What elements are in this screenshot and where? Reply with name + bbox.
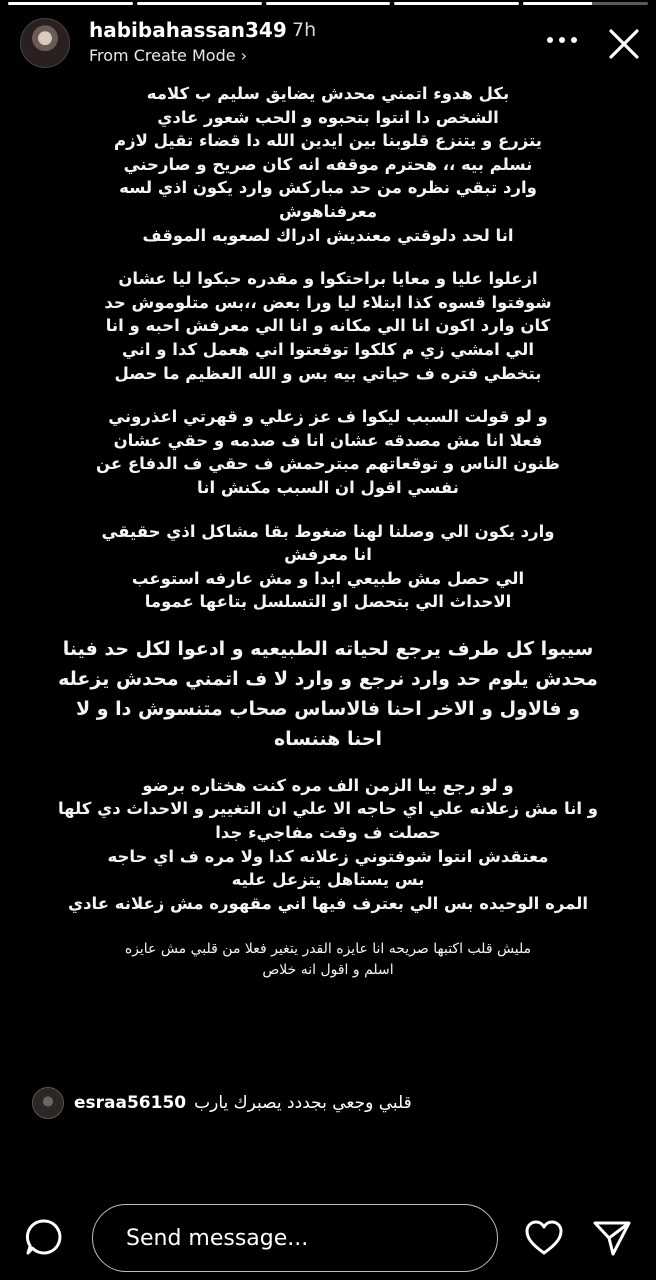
story-line: ظنون الناس و توقعاتهم مبترحمش ف حقي ف الدفاع عن: [96, 454, 560, 474]
story-line: و لو قولت السبب ليكوا ف عز زعلي و قهرتي اعذروني: [108, 407, 548, 427]
story-line: الاحداث الي بتحصل او التسلسل بتاعها عموما: [144, 592, 512, 612]
story-line: وارد يكون الي وصلنا لهنا ضغوط بقا مشاكل اذي حقيقي: [101, 521, 555, 541]
story-line: وارد تبقي نظره من حد مباركش وارد يكون اذي لسه: [119, 178, 537, 198]
story-text: [0, 82, 656, 1001]
chat-bubble-icon[interactable]: [24, 1217, 64, 1257]
story-line: الي حصل مش طبيعي ابدا و مش عارفه استوعب: [131, 568, 525, 588]
story-line: مليش قلب اكتبها صريحه انا عايزه القدر يتغير فعلا من قلبي مش عايزه: [124, 941, 532, 958]
story-line: انا معرفش: [284, 545, 372, 565]
story-paragraph: [0, 267, 656, 385]
story-line: و انا مش زعلانه علي اي حاجه الا علي ان التغيير و الاحداث دي كلها: [57, 799, 599, 819]
story-paragraph: [0, 939, 656, 981]
story-line: و فالاول و الاخر احنا فالاساس صحاب متنسوش دا و لا: [75, 697, 581, 720]
story-line: اسلم و اقول انه خلاص: [262, 962, 394, 979]
message-input[interactable]: [126, 1226, 497, 1251]
story-line: بس يستاهل يتزعل عليه: [231, 870, 425, 890]
story-line: كان وارد اكون انا الي مكانه و انا الي معرفش احبه و انا: [105, 316, 551, 336]
reply-preview[interactable]: [32, 1086, 412, 1120]
bottom-bar: [0, 1200, 656, 1276]
story-paragraph: [0, 634, 656, 754]
story-line: معتقدش انتوا شوفتوني زعلانه كدا ولا مره ف اي حاجه: [107, 846, 549, 866]
story-header: [0, 14, 656, 70]
story-line: سيبوا كل طرف يرجع لحياته الطبيعيه و ادعوا لكل حد فينا: [62, 637, 594, 660]
progress-segment: [266, 2, 391, 5]
story-line: انا لحد دلوقتي معنديش ادراك لصعوبه الموقف: [142, 225, 514, 245]
progress-segment: [523, 2, 648, 5]
heart-icon[interactable]: [524, 1219, 564, 1257]
progress-segment: [394, 2, 519, 5]
close-icon[interactable]: [604, 24, 644, 64]
story-line: بكل هدوء اتمني محدش يضايق سليم ب كلامه: [146, 84, 510, 103]
create-mode-link[interactable]: From Create Mode ›: [89, 46, 248, 65]
avatar[interactable]: [20, 18, 70, 68]
post-time: 7h: [292, 19, 317, 41]
story-line: معرفناهوش: [278, 201, 378, 221]
story-paragraph: [0, 405, 656, 499]
progress-segment: [8, 2, 133, 5]
progress-segment: [137, 2, 262, 5]
story-line: احنا هننساه: [273, 727, 383, 750]
reply-text: قلبي وجعي بجددد يصبرك يارب: [194, 1093, 412, 1113]
story-line: بتخطي فتره ف حياتي بيه بس و الله العظيم ما حصل: [114, 363, 542, 383]
send-direct-icon[interactable]: [592, 1219, 632, 1257]
reply-avatar: [32, 1087, 64, 1119]
story-paragraph: [0, 774, 656, 916]
reply-username: esraa56150: [74, 1093, 187, 1113]
send-message-field[interactable]: [92, 1204, 498, 1272]
story-line: ازعلوا عليا و معايا براحتكوا و مقدره حبكوا ليا عشان: [118, 269, 538, 289]
story-line: حصلت ف وقت مفاجيء جدا: [215, 823, 441, 843]
story-progress: [8, 2, 648, 5]
story-paragraph: [0, 520, 656, 614]
story-line: نسلم بيه ،، هحترم موقفه انه كان صريح و صارحني: [123, 154, 533, 174]
username[interactable]: habibahassan349: [89, 18, 287, 42]
story-line: الي امشي زي م كلكوا توقعتوا اني هعمل كدا و اني: [121, 339, 535, 359]
more-options-icon[interactable]: [544, 28, 580, 52]
story-line: و لو رجع بيا الزمن الف مره كنت هختاره برضو: [142, 775, 514, 795]
story-line: الشخص دا انتوا بتحبوه و الحب شعور عادي: [157, 107, 499, 127]
story-line: فعلا انا مش مصدقه عشان انا ف صدمه و حقي عشان: [113, 430, 543, 450]
story-line: المره الوحيده بس الي بعترف فيها اني مقهوره مش زعلانه عادي: [67, 893, 589, 913]
story-line: يتزرع و يتنزع قلوبنا بين ايدين الله دا قضاء تقيل لازم: [114, 131, 542, 151]
story-paragraph: [0, 82, 656, 247]
story-line: شوفتوا قسوه كذا ابتلاء ليا ورا بعض ،،بس متلوموش حد: [104, 292, 552, 312]
story-line: محدش يلوم حد وارد نرجع و وارد لا ف اتمني محدش يزعله: [58, 667, 598, 690]
story-line: نفسي اقول ان السبب مكنش انا: [197, 477, 459, 497]
